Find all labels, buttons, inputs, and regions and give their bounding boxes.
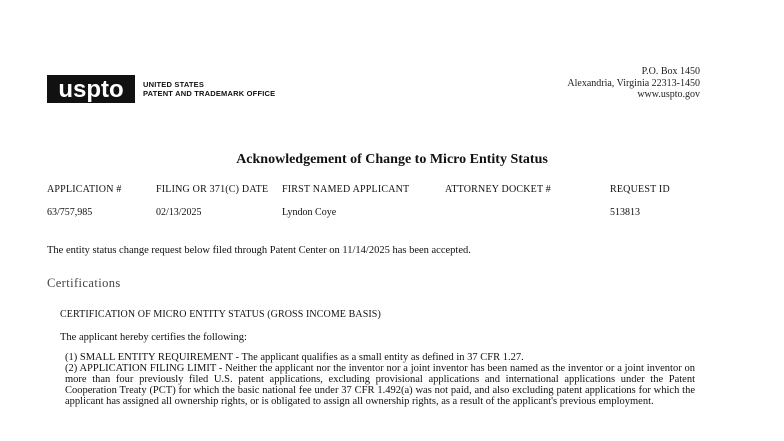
value-filing-date: 02/13/2025 [156,207,202,218]
office-name [143,80,275,98]
value-first-applicant: Lyndon Coye [282,207,337,218]
header-request-id: REQUEST ID [610,184,670,195]
certification-item-2: (2) APPLICATION FILING LIMIT - Neither the applicant nor the inventor nor a joint inventor has been named as the inventor or a joint inventor on more than four previously filed U.S. patent applications, excluding provisional applications and international applications under the Patent Cooperation Treaty (PCT) for which the basic national fee under 37 CFR 1.492(a) was not paid, and also excluding patent applications for which the applicant has assigned all ownership rights, or is obligated to assign all ownership rights, as a result of the applicant's previous employment. [65,363,695,407]
address-line-2: Alexandria, Virginia 22313-1450 [567,77,700,89]
header-first-applicant: FIRST NAMED APPLICANT [282,184,410,195]
certification-item-1: (1) SMALL ENTITY REQUIREMENT - The applicant qualifies as a small entity as defined in 37 CFR 1.27. [65,352,524,363]
uspto-logo [47,75,275,103]
page-title: Acknowledgement of Change to Micro Entity Status [236,152,548,167]
certification-title: CERTIFICATION OF MICRO ENTITY STATUS (GROSS INCOME BASIS) [60,309,381,320]
header-attorney-docket: ATTORNEY DOCKET # [445,184,551,195]
certification-intro: The applicant hereby certifies the following: [60,332,247,343]
address-line-3: www.uspto.gov [637,89,700,100]
acceptance-notice: The entity status change request below filed through Patent Center on 11/14/2025 has been accepted. [47,245,471,256]
mailing-address [567,66,700,101]
header-filing-date: FILING OR 371(C) DATE [156,184,269,195]
value-request-id: 513813 [610,207,640,218]
certifications-heading: Certifications [47,276,121,290]
office-line-1: UNITED STATES [143,80,205,89]
value-application-number: 63/757,985 [47,207,93,218]
certification-items [65,352,695,407]
logo-wordmark: uspto [58,76,124,103]
header-application-number: APPLICATION # [47,184,122,195]
office-line-2: PATENT AND TRADEMARK OFFICE [143,89,276,98]
uspto-logo-mark [47,75,135,103]
address-line-1: P.O. Box 1450 [641,66,700,77]
